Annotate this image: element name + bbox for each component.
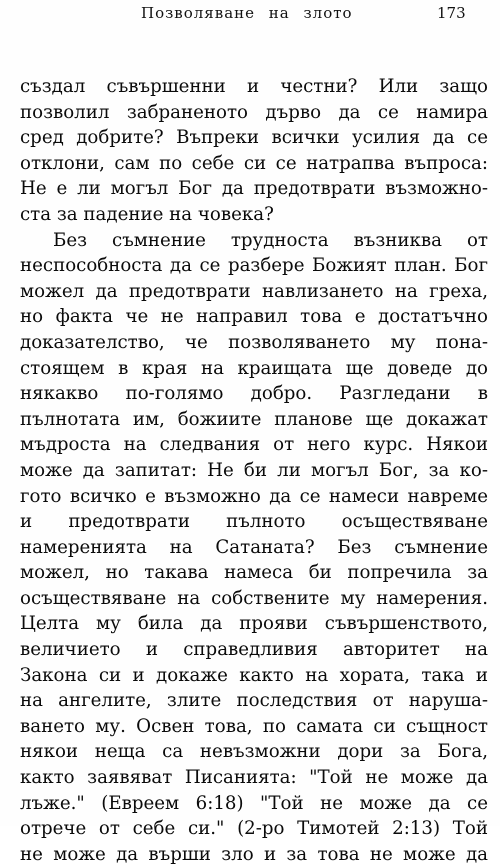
- running-head: [0, 4, 500, 32]
- text-line: но факта че не направил това е достатъчно: [20, 306, 488, 328]
- text-line: можел да предотврати навлизането на греха,: [20, 280, 488, 302]
- page-number: 173: [437, 4, 466, 22]
- text-line: сред добрите? Въпреки всички усилия да се: [20, 127, 488, 149]
- paragraph-first-line: Без съмнение трудноста възниква от: [53, 229, 488, 251]
- text-line: отрече от себе си." (2-ро Тимотей 2:13) Той: [20, 818, 488, 840]
- text-line: ването му. Освен това, по самата си същност: [20, 715, 488, 737]
- text-line: осъществяване на собствените му намерения.: [20, 587, 488, 609]
- running-title: Позволяване на злото: [141, 4, 353, 22]
- text-line: величието и справедливия авторитет на: [20, 639, 488, 661]
- text-line: някакво по-голямо добро. Разгледани в: [20, 383, 488, 405]
- text-line: позволил забраненото дърво да се намира: [20, 101, 488, 123]
- text-line: на ангелите, злите последствия от наруша-: [20, 690, 488, 712]
- text-line: доказателство, че позволяването му пона-: [20, 331, 488, 353]
- text-line: Целта му била да прояви съвършенството,: [20, 613, 488, 635]
- text-line: не може да върши зло и за това не може да: [20, 843, 488, 865]
- text-line: Не е ли могъл Бог да предотврати възможно-: [20, 178, 488, 200]
- body-text: [20, 74, 488, 867]
- text-line: стоящем в края на краищата ще доведе до: [20, 357, 488, 379]
- text-line: можел, но такава намеса би попречила за: [20, 562, 488, 584]
- text-line: гото всичко е възможно да се намеси навреме: [20, 485, 488, 507]
- text-line: както заявяват Писанията: "Той не може да: [20, 767, 488, 789]
- text-line: Закона си и докаже както на хората, така и: [20, 664, 488, 686]
- text-line: ста за падение на човека?: [20, 203, 274, 225]
- text-line: мъдроста на следвания от него курс. Някои: [20, 434, 488, 456]
- text-line: някои неща са невъзможни дори за Бога,: [20, 741, 488, 763]
- text-line: отклони, сам по себе си се натрапва въпроса:: [20, 152, 488, 174]
- text-line: намеренията на Сатаната? Без съмнение: [20, 536, 488, 558]
- text-line: лъже." (Евреем 6:18) "Той не може да се: [20, 792, 488, 814]
- text-line: създал съвършенни и честни? Или защо: [20, 76, 488, 97]
- text-line: може да запитат: Не би ли могъл Бог, за ко-: [20, 459, 488, 481]
- text-line: пълнотата им, божиите планове ще докажат: [20, 408, 488, 430]
- text-line: неспособноста да се разбере Божият план. Бог: [20, 255, 488, 277]
- text-line: и предотврати пълното осъществяване: [20, 511, 488, 533]
